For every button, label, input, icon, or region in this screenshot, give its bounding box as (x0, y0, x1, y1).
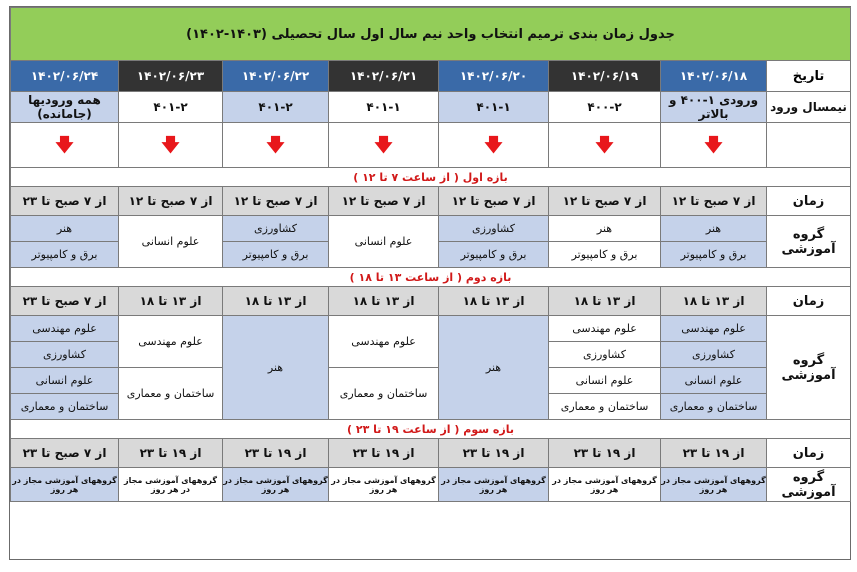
time-cell: از ۷ صبح تا ۱۲ (329, 187, 439, 216)
schedule-table (10, 7, 851, 502)
group-item: علوم مهندسی (329, 316, 439, 368)
time-cell: از ۱۹ تا ۲۳ (439, 439, 549, 468)
group-item: ساختمان و معماری (549, 394, 661, 420)
time-cell: از ۷ صبح تا ۲۳ (11, 287, 119, 316)
group-item: گروههای آموزشی مجاز در هر روز (11, 468, 119, 502)
group-item: برق و کامپیوتر (439, 242, 549, 268)
down-arrow-icon: 🡇 (484, 134, 503, 156)
group-item: ساختمان و معماری (119, 368, 223, 420)
group-item: گروههای آموزشی مجاز در هر روز (223, 468, 329, 502)
group-item: کشاورزی (223, 216, 329, 242)
group-item: علوم مهندسی (549, 316, 661, 342)
group-item: کشاورزی (11, 342, 119, 368)
shift2-heading: بازه دوم ( از ساعت ۱۳ تا ۱۸ ) (11, 268, 851, 287)
arrow-cell (549, 123, 661, 168)
entry-cell: همه ورودیها (جامانده) (11, 92, 119, 123)
time-cell: از ۱۳ تا ۱۸ (439, 287, 549, 316)
down-arrow-icon: 🡇 (55, 134, 74, 156)
arrow-cell (11, 123, 119, 168)
schedule-container (9, 6, 851, 560)
time-cell: از ۱۳ تا ۱۸ (223, 287, 329, 316)
arrow-cell (439, 123, 549, 168)
group-item: گروههای آموزشی مجاز در هر روز (329, 468, 439, 502)
group-item: ساختمان و معماری (661, 394, 767, 420)
arrow-cell (119, 123, 223, 168)
arrow-cell (223, 123, 329, 168)
time-cell: از ۱۳ تا ۱۸ (119, 287, 223, 316)
group-label: گروه آموزشی (767, 216, 851, 268)
time-cell: از ۷ صبح تا ۱۲ (661, 187, 767, 216)
group-item: علوم مهندسی (119, 316, 223, 368)
time-cell: از ۱۹ تا ۲۳ (549, 439, 661, 468)
group-item: ساختمان و معماری (11, 394, 119, 420)
group-item: برق و کامپیوتر (11, 242, 119, 268)
group-item: هنر (223, 316, 329, 420)
group-item: علوم مهندسی (661, 316, 767, 342)
entry-cell: ۴۰۱-۲ (223, 92, 329, 123)
time-cell: از ۱۹ تا ۲۳ (119, 439, 223, 468)
down-arrow-icon: 🡇 (161, 134, 180, 156)
arrow-spacer (767, 123, 851, 168)
group-item: گروههای آموزشی مجاز در هر روز (439, 468, 549, 502)
shift1-heading: بازه اول ( از ساعت ۷ تا ۱۲ ) (11, 168, 851, 187)
down-arrow-icon: 🡇 (704, 134, 723, 156)
date-cell: ۱۴۰۲/۰۶/۲۴ (11, 61, 119, 92)
entry-cell: ۴۰۰-۲ (549, 92, 661, 123)
time-cell: از ۱۹ تا ۲۳ (329, 439, 439, 468)
group-item: علوم انسانی (119, 216, 223, 268)
group-item: علوم انسانی (661, 368, 767, 394)
group-item: علوم انسانی (549, 368, 661, 394)
group-item: کشاورزی (439, 216, 549, 242)
date-cell: ۱۴۰۲/۰۶/۱۹ (549, 61, 661, 92)
time-cell: از ۱۹ تا ۲۳ (223, 439, 329, 468)
group-item: علوم انسانی (11, 368, 119, 394)
group-item: علوم مهندسی (11, 316, 119, 342)
time-cell: از ۱۹ تا ۲۳ (661, 439, 767, 468)
page-title: جدول زمان بندی ترمیم انتخاب واحد نیم سال اول سال تحصیلی (۱۴۰۳-۱۴۰۲) (11, 8, 851, 61)
entry-label: نیمسال ورود (767, 92, 851, 123)
group-item: گروههای آموزشی مجاز در هر روز (119, 468, 223, 502)
time-cell: از ۷ صبح تا ۱۲ (119, 187, 223, 216)
group-item: هنر (549, 216, 661, 242)
group-item: هنر (11, 216, 119, 242)
group-item: برق و کامپیوتر (549, 242, 661, 268)
arrow-cell (329, 123, 439, 168)
date-label: تاریخ (767, 61, 851, 92)
date-cell: ۱۴۰۲/۰۶/۲۱ (329, 61, 439, 92)
down-arrow-icon: 🡇 (374, 134, 393, 156)
group-item: برق و کامپیوتر (223, 242, 329, 268)
time-cell: از ۷ صبح تا ۱۲ (439, 187, 549, 216)
group-item: کشاورزی (661, 342, 767, 368)
time-cell: از ۷ صبح تا ۲۳ (11, 187, 119, 216)
group-item: گروههای آموزشی مجاز در هر روز (549, 468, 661, 502)
entry-cell: ۴۰۱-۲ (119, 92, 223, 123)
time-cell: از ۷ صبح تا ۱۲ (549, 187, 661, 216)
entry-cell: ۴۰۱-۱ (329, 92, 439, 123)
group-label: گروه آموزشی (767, 316, 851, 420)
date-cell: ۱۴۰۲/۰۶/۲۳ (119, 61, 223, 92)
time-cell: از ۱۳ تا ۱۸ (549, 287, 661, 316)
time-cell: از ۱۳ تا ۱۸ (329, 287, 439, 316)
time-label: زمان (767, 187, 851, 216)
group-label: گروه آموزشی (767, 468, 851, 502)
group-item: برق و کامپیوتر (661, 242, 767, 268)
shift3-heading: بازه سوم ( از ساعت ۱۹ تا ۲۳ ) (11, 420, 851, 439)
time-cell: از ۷ صبح تا ۲۳ (11, 439, 119, 468)
time-cell: از ۷ صبح تا ۱۲ (223, 187, 329, 216)
entry-cell: ۴۰۱-۱ (439, 92, 549, 123)
arrow-cell (661, 123, 767, 168)
group-item: ساختمان و معماری (329, 368, 439, 420)
group-item: هنر (661, 216, 767, 242)
time-cell: از ۱۳ تا ۱۸ (661, 287, 767, 316)
date-cell: ۱۴۰۲/۰۶/۲۲ (223, 61, 329, 92)
down-arrow-icon: 🡇 (266, 134, 285, 156)
group-item: گروههای آموزشی مجاز در هر روز (661, 468, 767, 502)
date-cell: ۱۴۰۲/۰۶/۲۰ (439, 61, 549, 92)
group-item: کشاورزی (549, 342, 661, 368)
group-item: علوم انسانی (329, 216, 439, 268)
time-label: زمان (767, 287, 851, 316)
entry-cell: ورودی ۱-۴۰۰ و بالاتر (661, 92, 767, 123)
time-label: زمان (767, 439, 851, 468)
date-cell: ۱۴۰۲/۰۶/۱۸ (661, 61, 767, 92)
down-arrow-icon: 🡇 (595, 134, 614, 156)
group-item: هنر (439, 316, 549, 420)
